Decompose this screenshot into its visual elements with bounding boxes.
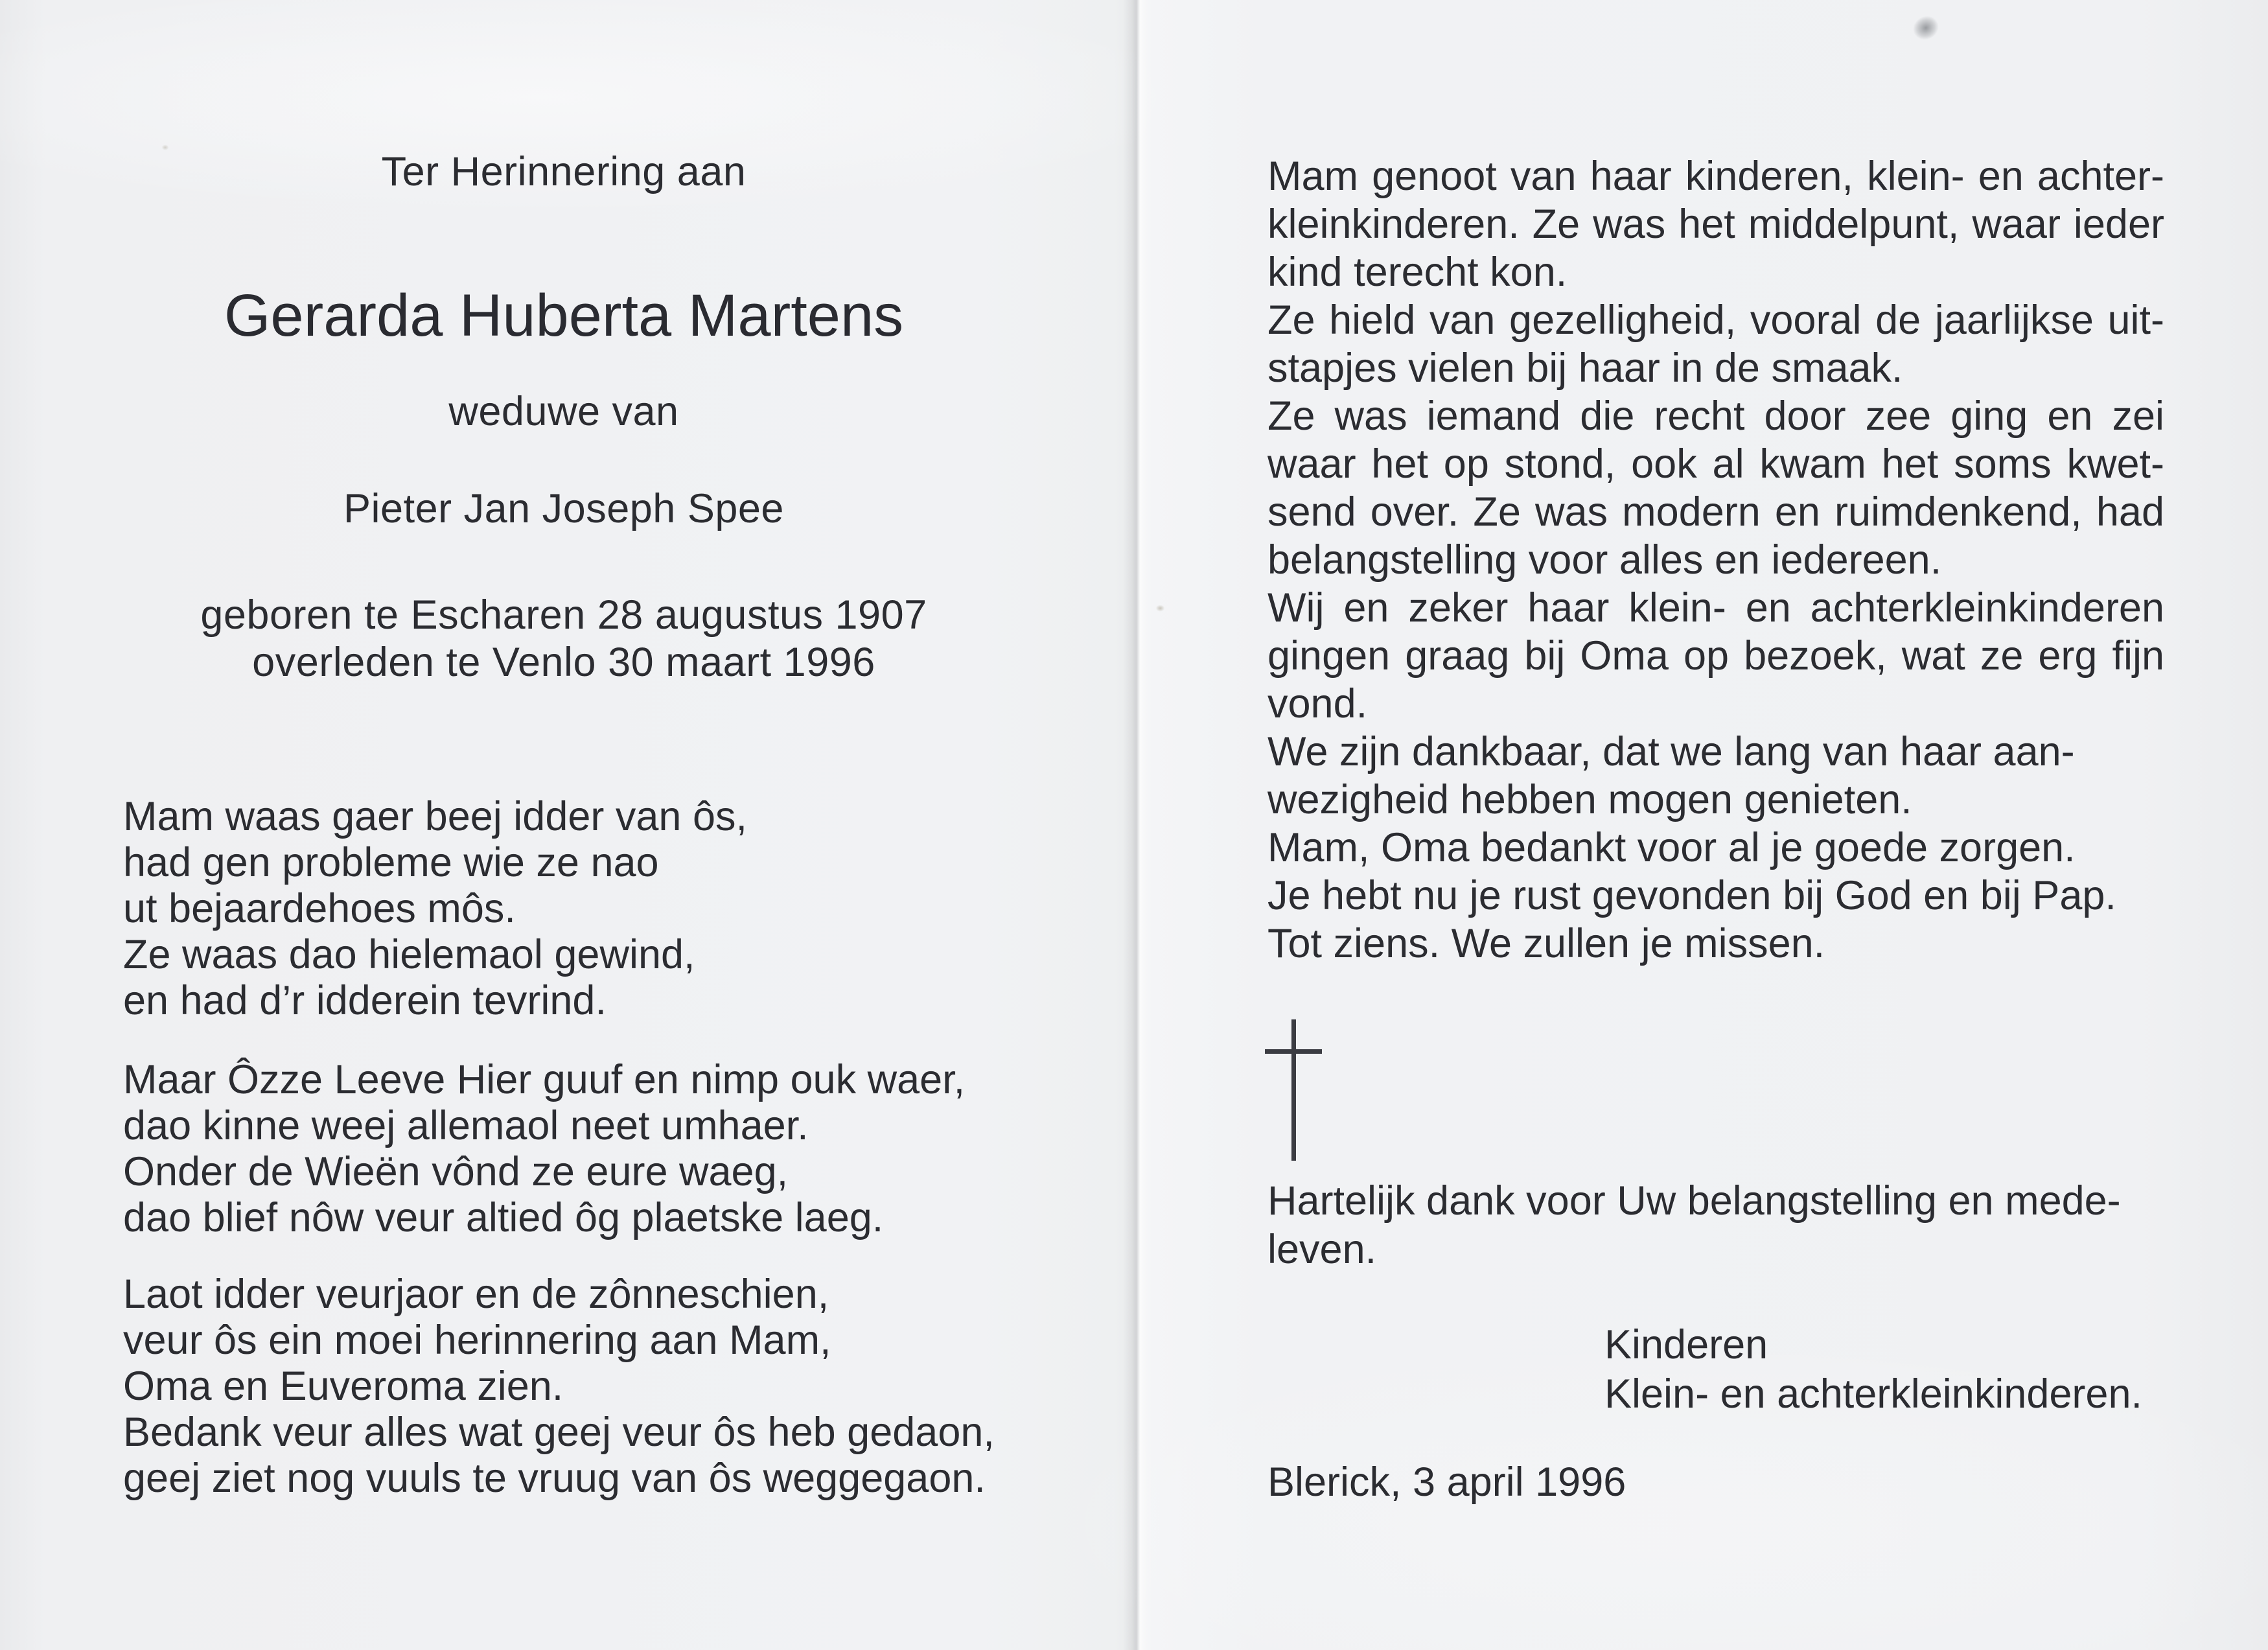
memorial-text-line: Tot ziens. We zullen je missen.	[1267, 921, 1825, 966]
memorial-text-line: wezigheid hebben mogen genieten.	[1267, 777, 1912, 822]
poem-line: Mam waas gaer beej idder van ôs,	[123, 794, 747, 839]
in-memoriam-line: Ter Herinnering aan	[381, 149, 746, 194]
poem-stanza-1	[123, 794, 1082, 1024]
memorial-text-line: send over. Ze was modern en ruimdenkend, had	[1267, 489, 2164, 535]
memorial-text-line: Mam, Oma bedankt voor al je goede zorgen.	[1267, 825, 2076, 870]
memorial-text-line: waar het op stond, ook al kwam het soms kwet-	[1267, 441, 2164, 487]
signature-line: Klein- en achterkleinkinderen.	[1604, 1371, 2142, 1417]
memorial-text-line: vond.	[1267, 681, 1368, 726]
died-line: overleden te Venlo 30 maart 1996	[252, 640, 875, 685]
poem-line: veur ôs ein moei herinnering aan Mam,	[123, 1318, 831, 1363]
memorial-text-line: gingen graag bij Oma op bezoek, wat ze erg fijn	[1267, 633, 2164, 679]
paper-speck	[161, 144, 170, 151]
memorial-text-line: stapjes vielen bij haar in de smaak.	[1267, 345, 1903, 391]
memorial-text-line: We zijn dankbaar, dat we lang van haar aan-	[1267, 729, 2075, 774]
memorial-text-line: kleinkinderen. Ze was het middelpunt, waar ieder	[1267, 202, 2164, 247]
poem-line: Ze waas dao hielemaol gewind,	[123, 932, 695, 977]
memorial-text-line: kind terecht kon.	[1267, 250, 1568, 295]
memorial-text	[1267, 152, 2164, 968]
thanks-line: leven.	[1267, 1227, 1377, 1272]
memorial-text-line: belangstelling voor alles en iedereen.	[1267, 537, 1942, 583]
memorial-text-line: Mam genoot van haar kinderen, klein- en achter-	[1267, 154, 2164, 199]
poem-line: Laot idder veurjaor en de zônneschien,	[123, 1272, 829, 1317]
life-dates	[13, 592, 1115, 686]
poem-stanza-2	[123, 1057, 1082, 1241]
paper-speck	[1155, 604, 1166, 612]
poem-line: dao blief nôw veur altied ôg plaetske laeg.	[123, 1195, 884, 1240]
memorial-text-line: Ze hield van gezelligheid, vooral de jaarlijkse uit-	[1267, 297, 2164, 343]
poem-line: en had d’r idderein tevrind.	[123, 978, 607, 1023]
poem-line: Oma en Euveroma zien.	[123, 1364, 564, 1409]
poem-line: ut bejaardehoes môs.	[123, 886, 516, 931]
signature-line: Kinderen	[1604, 1322, 1768, 1367]
memorial-text-line: Je hebt nu je rust gevonden bij God en bij Pap.	[1267, 873, 2116, 918]
cross-vertical-bar	[1291, 1019, 1296, 1161]
latin-cross-icon	[1261, 1019, 1332, 1161]
smudge-mark	[1904, 6, 1948, 49]
poem-line: Maar Ôzze Leeve Hier guuf en nimp ouk waer,	[123, 1057, 966, 1102]
thanks-line: Hartelijk dank voor Uw belangstelling en mede-	[1267, 1178, 2121, 1224]
poem-line: had gen probleme wie ze nao	[123, 840, 659, 885]
cross-horizontal-bar	[1265, 1049, 1322, 1054]
signature-block	[1604, 1320, 2188, 1419]
poem-line: dao kinne weej allemaol neet umhaer.	[123, 1103, 809, 1148]
spouse-name: Pieter Jan Joseph Spee	[343, 486, 784, 531]
memorial-text-line: Wij en zeker haar klein- en achterkleinkinderen	[1267, 585, 2164, 631]
poem-line: geej ziet nog vuuls te vruug van ôs weggegaon.	[123, 1456, 986, 1501]
fold-crease	[1123, 0, 1151, 1650]
poem-line: Onder de Wieën vônd ze eure waeg,	[123, 1149, 789, 1194]
thanks-note	[1267, 1177, 2188, 1274]
place-date-line: Blerick, 3 april 1996	[1267, 1459, 1626, 1505]
deceased-name: Gerarda Huberta Martens	[224, 283, 904, 349]
poem-stanza-3	[123, 1272, 1082, 1502]
poem-line: Bedank veur alles wat geej veur ôs heb gedaon,	[123, 1410, 995, 1455]
relation-line: weduwe van	[448, 389, 679, 434]
born-line: geboren te Escharen 28 augustus 1907	[200, 592, 927, 638]
memorial-text-line: Ze was iemand die recht door zee ging en zei	[1267, 393, 2164, 439]
